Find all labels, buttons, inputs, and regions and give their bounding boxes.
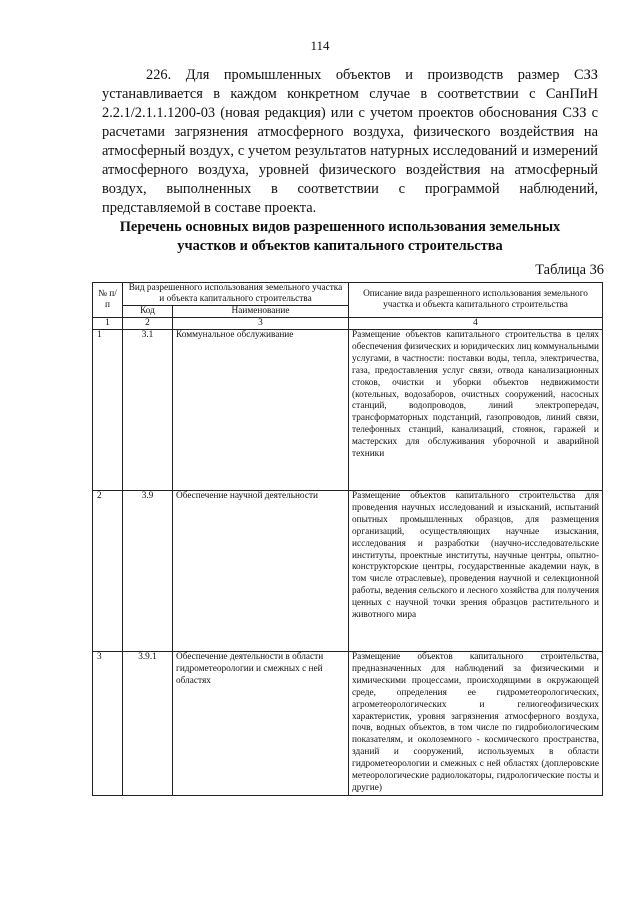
column-index: 2: [123, 318, 173, 330]
header-num: № п/п: [93, 283, 123, 318]
row-description: Размещение объектов капитального строительства в целях обеспечения физических и юридических лиц коммунальными услугами, в частности: поставки воды, тепла, электричества, газа, предоставления услуг связи, отвода канализационных стоков, очистки и уборки объектов недвижимости (котельных, водозаборов, очистных сооружений, насосных станций, водопроводов, линий электропередач, трансформаторных подстанций, газопроводов, линий связи, телефонных станций, канализаций, стоянок, гаражей и мастерских для обслуживания уборочной и аварийной техники: [349, 330, 603, 491]
section-heading: Перечень основных видов разрешенного использования земельных участков и объектов капитального строительства: [119, 219, 561, 254]
table-row: [93, 330, 603, 491]
table-row: [93, 652, 603, 796]
row-number: 3: [93, 652, 123, 796]
row-number: 2: [93, 491, 123, 652]
row-description: Размещение объектов капитального строительства, предназначенных для наблюдений за физическими и химическими процессами, происходящими в окружающей среде, определения ее гидрометеорологических, агрометеорологических и гелиогеофизических характеристик, уровня загрязнения атмосферного воздуха, почв, водных объектов, в том числе по гидробиологическим показателям, и околоземного - космического пространства, зданий и сооружений, используемых в области гидрометеорологии и смежных с ней областях (доплеровские метеорологические радиолокаторы, гидрологические посты и другие): [349, 652, 603, 796]
paragraph-226: 226. Для промышленных объектов и производств размер СЗЗ устанавливается в каждом конкретном случае в соответствии с СанПиН 2.2.1/2.1.1.1200-03 (новая редакция) или с учетом проектов обоснования СЗЗ с расчетами загрязнения атмосферного воздуха, физического воздействия на атмосферный воздух, с учетом результатов натурных исследований и измерений атмосферного воздуха, уровней физического воздействия на атмосферный воздух, выполненных в соответствии с программой наблюдений, представляемой в составе проекта.: [102, 67, 598, 216]
table-row: [93, 491, 603, 652]
header-name: Наименование: [173, 306, 349, 318]
row-description: Размещение объектов капитального строительства для проведения научных исследований и изысканий, испытаний опытных промышленных образцов, для размещения организаций, осуществляющих научные изыскания, исследования и разработки (научно-исследовательские институты, проектные институты, научные центры, опытно-конструкторские центры, государственные академии наук, в том числе отраслевые), проведения научной и селекционной работы, ведения сельского и лесного хозяйства для получения ценных с научной точки зрения образцов растительного и животного мира: [349, 491, 603, 652]
header-code: Код: [123, 306, 173, 318]
row-code: 3.9.1: [123, 652, 173, 796]
row-code: 3.9: [123, 491, 173, 652]
row-number: 1: [93, 330, 123, 491]
column-index-row: [93, 318, 603, 330]
header-desc: Описание вида разрешенного использования земельного участка и объекта капитального строительства: [349, 283, 603, 318]
row-name: Обеспечение деятельности в области гидрометеорологии и смежных с ней областях: [173, 652, 349, 796]
row-name: Обеспечение научной деятельности: [173, 491, 349, 652]
table-label: Таблица 36: [535, 262, 604, 278]
header-group: Вид разрешенного использования земельного участка и объекта капитального строительства: [123, 283, 349, 306]
column-index: 1: [93, 318, 123, 330]
column-index: 3: [173, 318, 349, 330]
permitted-use-table: [92, 282, 603, 796]
column-index: 4: [349, 318, 603, 330]
page-number: 114: [310, 38, 330, 53]
row-name: Коммунальное обслуживание: [173, 330, 349, 491]
table-header-row: [93, 283, 603, 306]
row-code: 3.1: [123, 330, 173, 491]
